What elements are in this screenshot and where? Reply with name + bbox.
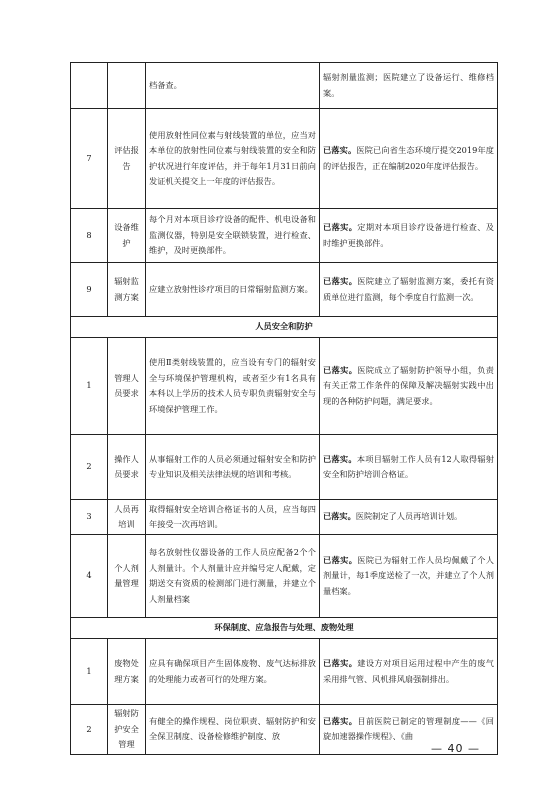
status-cell xyxy=(320,209,498,263)
item-name: 设备维护 xyxy=(108,209,146,263)
status-prefix: 已落实。 xyxy=(323,511,356,522)
requirement-text: 使用放射性同位素与射线装置的单位，应当对本单位的放射性同位素与射线装置的安全和防护状况进行年度评估，并于每年1月31日前向发证机关提交上一年度的评估报告。 xyxy=(146,109,320,209)
status-cell xyxy=(320,109,498,209)
status-text: 定期对本项目诊疗设备进行检查、及时维护更换部件。 xyxy=(323,222,494,248)
item-name: 操作人员要求 xyxy=(108,435,146,500)
requirement-text: 应具有确保项目产生固体废物、废气达标排放的处理能力或者可行的处理方案。 xyxy=(146,639,320,705)
row-number: 1 xyxy=(71,338,108,435)
table-row xyxy=(71,263,498,317)
table-row xyxy=(71,639,498,705)
status-cell xyxy=(320,535,498,618)
requirement-text: 每个月对本项目诊疗设备的配件、机电设备和监测仪器，特别是安全联锁装置，进行检查、维护，及时更换部件。 xyxy=(146,209,320,263)
status-text: 目前医院已制定的管理制度——《回旋加速器操作规程》、《曲 xyxy=(323,715,494,742)
status-text: 医院已向省生态环境厅提交2019年度的评估报告，正在编制2020年度评估报告。 xyxy=(323,145,494,171)
row-number: 4 xyxy=(71,535,108,618)
requirement-text: 每名放射性仪器设备的工作人员应配备2个个人剂量计。个人剂量计应并编号定人配戴，定期送交有资质的检测部门进行测量，并建立个人剂量档案 xyxy=(146,535,320,618)
status-prefix: 已落实。 xyxy=(323,658,358,668)
table-row xyxy=(71,435,498,500)
page-number: — 40 — xyxy=(431,742,480,755)
table-row xyxy=(71,535,498,618)
status-text: 医院建立了辐射监测方案，委托有资质单位进行监测，每个季度自行监测一次。 xyxy=(323,276,494,302)
status-text: 医院成立了辐射防护领导小组，负责有关正常工作条件的保障及解决辐射实践中出现的各种防护问题，满足要求。 xyxy=(323,364,494,406)
status-prefix: 已落实。 xyxy=(323,222,358,232)
row-number: 2 xyxy=(71,705,108,755)
status-text: 本项目辐射工作人员有12人取得辐射安全和防护培训合格证。 xyxy=(323,453,494,479)
status-prefix: 已落实。 xyxy=(323,364,358,375)
item-name: 人员再培训 xyxy=(108,500,146,535)
requirement-text: 档备查。 xyxy=(146,63,320,109)
status-cell xyxy=(320,63,498,109)
row-number xyxy=(71,63,108,109)
status-text: 医院已为辐射工作人员均佩戴了个人剂量计，每1季度送检了一次，并建立了个人剂量档案。 xyxy=(323,554,494,596)
requirement-text: 使用Ⅱ类射线装置的，应当设有专门的辐射安全与环境保护管理机构，或者至少有1名具有本科以上学历的技术人员专职负责辐射安全与环境保护管理工作。 xyxy=(146,338,320,435)
status-cell xyxy=(320,338,498,435)
row-number: 3 xyxy=(71,500,108,535)
status-prefix: 已落实。 xyxy=(323,276,358,286)
item-name: 评估报告 xyxy=(108,109,146,209)
section-heading-personnel: 人员安全和防护 xyxy=(71,317,498,338)
table-row xyxy=(71,109,498,209)
table-row xyxy=(71,209,498,263)
item-name: 个人剂量管理 xyxy=(108,535,146,618)
requirement-text: 应建立放射性诊疗项目的日常辐射监测方案。 xyxy=(146,263,320,317)
status-prefix: 已落实。 xyxy=(323,554,358,565)
status-cell xyxy=(320,639,498,705)
regulation-table xyxy=(70,62,498,755)
status-prefix: 已落实。 xyxy=(323,145,357,155)
item-name: 管理人员要求 xyxy=(108,338,146,435)
row-number: 2 xyxy=(71,435,108,500)
row-number: 8 xyxy=(71,209,108,263)
section-row xyxy=(71,317,498,338)
status-text: 建设方对项目运用过程中产生的废气采用排气管、风机排风扇强制排出。 xyxy=(323,658,494,684)
status-text: 辐射剂量监测；医院建立了设备运行、维修档案。 xyxy=(323,72,494,98)
item-name: 废物处理方案 xyxy=(108,639,146,705)
table-row xyxy=(71,338,498,435)
table-row xyxy=(71,500,498,535)
requirement-text: 有健全的操作规程、岗位职责、辐射防护和安全保卫制度、设备检修维护制度、放 xyxy=(146,705,320,755)
requirement-text: 取得辐射安全培训合格证书的人员，应当每四年接受一次再培训。 xyxy=(146,500,320,535)
row-number: 9 xyxy=(71,263,108,317)
requirement-text: 从事辐射工作的人员必须通过辐射安全和防护专业知识及相关法律法规的培训和考核。 xyxy=(146,435,320,500)
status-cell xyxy=(320,263,498,317)
status-prefix: 已落实。 xyxy=(323,715,358,726)
row-number: 1 xyxy=(71,639,108,705)
status-cell xyxy=(320,435,498,500)
status-cell xyxy=(320,500,498,535)
status-text: 医院制定了人员再培训计划。 xyxy=(355,511,463,522)
row-number: 7 xyxy=(71,109,108,209)
status-prefix: 已落实。 xyxy=(323,453,357,464)
item-name: 辐射防护安全管理 xyxy=(108,705,146,755)
section-row xyxy=(71,618,498,639)
item-name: 辐射监测方案 xyxy=(108,263,146,317)
section-heading-env: 环保制度、应急报告与处理、废物处理 xyxy=(71,618,498,639)
item-name xyxy=(108,63,146,109)
table-row xyxy=(71,63,498,109)
